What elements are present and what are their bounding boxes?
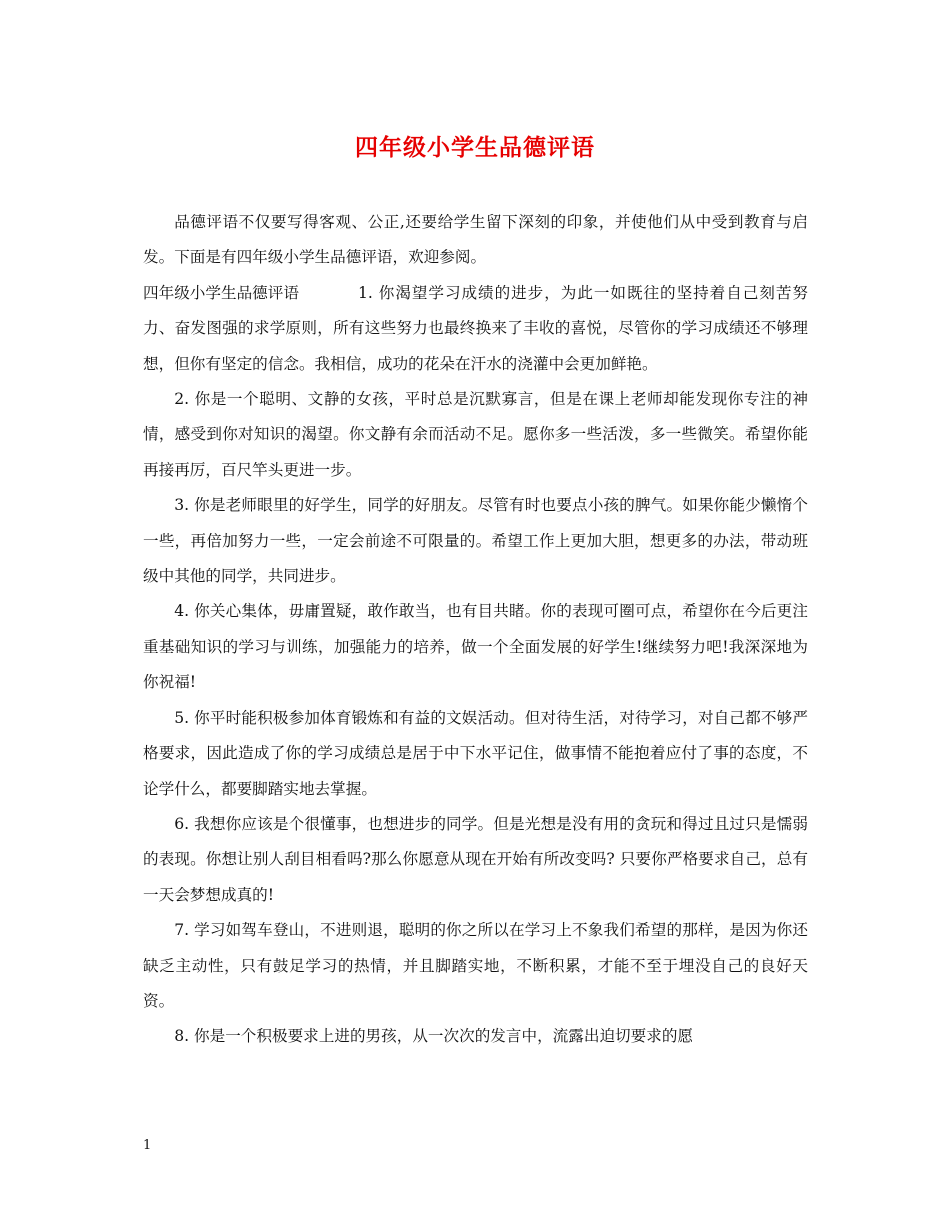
inline-heading: 四年级小学生品德评语 xyxy=(143,283,299,302)
paragraph-item-6: 6. 我想你应该是个很懂事，也想进步的同学。但是光想是没有用的贪玩和得过且过只是懦弱的表现。你想让别人刮目相看吗?那么你愿意从现在开始有所改变吗? 只要你严格要求自己，总有一天会梦想成真的! xyxy=(143,814,808,904)
item-text: 1. 你渴望学习成绩的进步，为此一如既往的坚持着自己刻苦努力、奋发图强的求学原则，所有这些努力也最终换来了丰收的喜悦，尽管你的学习成绩还不够理想，但你有坚定的信念。我相信，成功的花朵在汗水的浇灌中会更加鲜艳。 xyxy=(143,283,808,373)
paragraph-item-8: 8. 你是一个积极要求上进的男孩，从一次次的发言中，流露出迫切要求的愿 xyxy=(174,1027,694,1046)
paragraph-item-7: 7. 学习如驾车登山，不进则退，聪明的你之所以在学习上不象我们希望的那样，是因为你还缺乏主动性，只有鼓足学习的热情，并且脚踏实地，不断积累，才能不至于埋没自己的良好天资。 xyxy=(143,921,808,1010)
document-title: 四年级小学生品德评语 xyxy=(355,134,595,161)
paragraph-item-4: 4. 你关心集体，毋庸置疑，敢作敢当，也有目共睹。你的表现可圈可点，希望你在今后更注重基础知识的学习与训练，加强能力的培养，做一个全面发展的好学生!继续努力吧!我深深地为你祝福! xyxy=(143,602,808,692)
paragraph-item-2: 2. 你是一个聪明、文静的女孩，平时总是沉默寡言，但是在课上老师却能发现你专注的神情，感受到你对知识的渴望。你文静有余而活动不足。愿你多一些活泼，多一些微笑。希望你能再接再厉，百尺竿头更进一步。 xyxy=(143,390,808,479)
paragraph-item-1 xyxy=(143,276,808,382)
intro-paragraph: 品德评语不仅要写得客观、公正,还要给学生留下深刻的印象，并使他们从中受到教育与启发。下面是有四年级小学生品德评语，欢迎参阅。 xyxy=(143,213,808,267)
page-number: 1 xyxy=(143,1138,152,1153)
paragraph-item-3: 3. 你是老师眼里的好学生，同学的好朋友。尽管有时也要点小孩的脾气。如果你能少懒惰个一些，再倍加努力一些，一定会前途不可限量的。希望工作上更加大胆，想更多的办法，带动班级中其他的同学，共同进步。 xyxy=(143,496,808,586)
document-body xyxy=(143,205,808,1055)
paragraph-item-5: 5. 你平时能积极参加体育锻炼和有益的文娱活动。但对待生活，对待学习，对自己都不够严格要求，因此造成了你的学习成绩总是居于中下水平记住，做事情不能抱着应付了事的态度，不论学什么，都要脚踏实地去掌握。 xyxy=(143,708,808,798)
